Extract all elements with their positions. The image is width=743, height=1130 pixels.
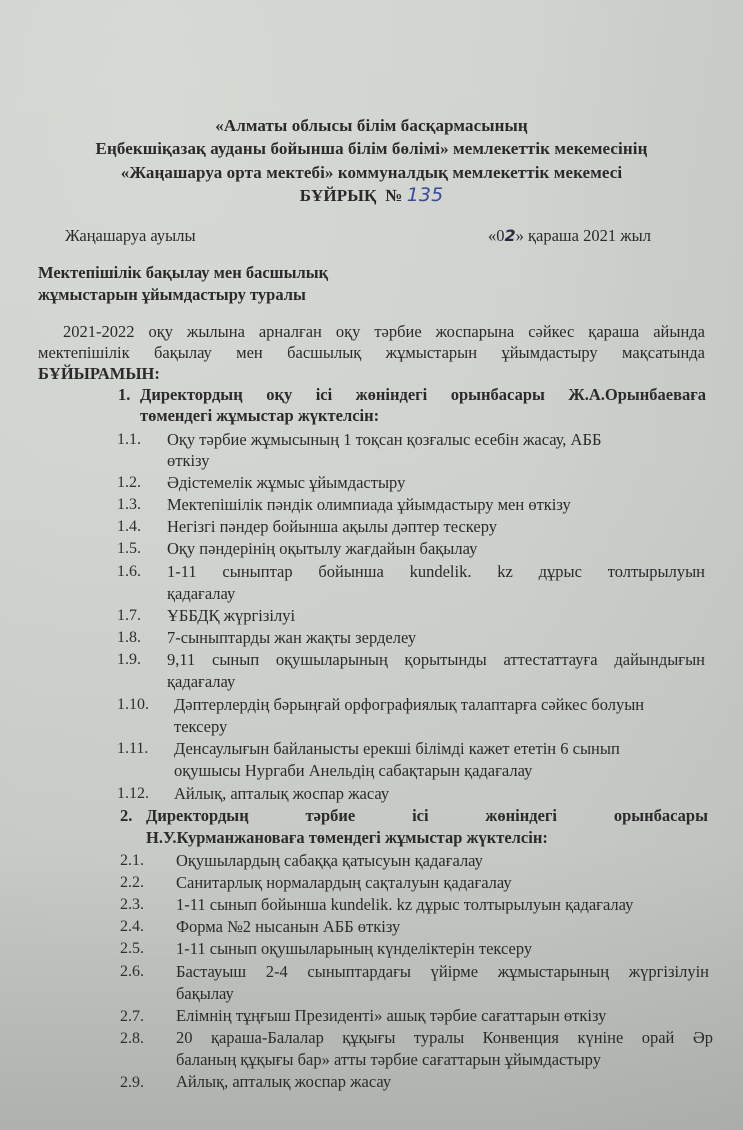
- item-1-4: Негізгі пәндер бойынша ақылы дәптер тескеру: [167, 517, 498, 536]
- item-1-12: Айлық, апталық жоспар жасау: [174, 784, 390, 803]
- item-2-4: Форма №2 нысанын АББ өткізу: [176, 917, 401, 936]
- item-1-9-line-1: 9,11 сынып оқушыларының қорытынды аттестаттауға дайындығын: [167, 650, 705, 669]
- item-1-3: Мектепішілік пәндік олимпиада ұйымдастыру мен өткізу: [167, 495, 571, 514]
- item-1-1-line-2: өткізу: [167, 451, 210, 470]
- place: Жаңашаруа ауылы: [65, 226, 196, 245]
- item-number: 1.3.: [117, 496, 141, 513]
- item-number: 1.6.: [117, 563, 141, 580]
- item-2-1: Оқушылардың сабаққа қатысуын қадағалау: [176, 851, 483, 870]
- item-number: 2.7.: [120, 1008, 144, 1025]
- item-number: 1.10.: [117, 696, 149, 713]
- item-2-8-line-1: 20 қараша-Балалар құқығы туралы Конвенция күніне орай Әр: [176, 1028, 713, 1047]
- item-1-6-line-2: қадағалау: [167, 584, 236, 603]
- item-number: 2.5.: [120, 940, 144, 957]
- section-2-title-line-2: Н.У.Курманжановаға төмендегі жұмыстар жүктелсін:: [146, 828, 548, 847]
- order-number-handwritten: 135: [406, 184, 444, 206]
- order-label: БҰЙРЫҚ №: [299, 186, 403, 205]
- item-number: 2.6.: [120, 963, 144, 980]
- order-word: БҰЙЫРАМЫН:: [38, 364, 160, 383]
- item-1-11-line-1: Денсаулығын байланысты ерекші білімді кажет ететін 6 сынып: [174, 739, 620, 758]
- item-number: 2.2.: [120, 874, 144, 891]
- item-1-1-line-1: Оқу тәрбие жұмысының 1 тоқсан қозғалыс есебін жасау, АББ: [167, 430, 602, 449]
- header-line-2: Еңбекшіқазақ ауданы бойынша білім бөлімі» мемлекеттік мекемесінің: [95, 139, 648, 158]
- preamble-line-1: 2021-2022 оқу жылына арналған оқу тәрбие жоспарына сәйкес қараша айында: [63, 322, 705, 341]
- section-1-title-line-2: төмендегі жұмыстар жүктелсін:: [140, 406, 380, 425]
- section-1-number: 1.: [118, 385, 131, 404]
- header-line-3: «Жаңашаруа орта мектебі» коммуналдық мемлекеттік мекемесі: [120, 163, 623, 182]
- section-2-title-line-1: Директордың тәрбие ісі жөніндегі орынбасары: [146, 806, 708, 825]
- item-2-7: Елімнің тұңғыш Президенті» ашық тәрбие сағаттарын өткізу: [176, 1006, 607, 1025]
- item-2-6-line-2: бақылау: [176, 984, 234, 1003]
- preamble-line-2: мектепішілік бақылау мен басшылық жұмыстарын ұйымдастыру мақсатында: [38, 343, 705, 362]
- item-1-7: ҰББДҚ жүргізілуі: [167, 606, 296, 625]
- date-open: «0: [488, 226, 505, 245]
- subject-line-1: Мектепішілік бақылау мен басшылық: [38, 263, 329, 282]
- item-2-3: 1-11 сынып бойынша kundelik. kz дұрыс толтырылуын қадағалау: [176, 895, 634, 914]
- item-number: 1.8.: [117, 629, 141, 646]
- item-number: 1.2.: [117, 474, 141, 491]
- item-number: 1.12.: [117, 785, 149, 802]
- item-number: 1.11.: [117, 740, 149, 757]
- item-1-2: Әдістемелік жұмыс ұйымдастыру: [167, 473, 406, 492]
- item-2-6-line-1: Бастауыш 2-4 сыныптардағы үйірме жұмыстарының жүргізілуін: [176, 962, 709, 981]
- item-1-5: Оқу пәндерінің оқытылу жағдайын бақылау: [167, 539, 478, 558]
- item-2-9: Айлық, апталық жоспар жасау: [176, 1072, 392, 1091]
- item-number: 2.3.: [120, 896, 144, 913]
- date-rest: » қараша 2021 жыл: [515, 226, 651, 245]
- item-1-9-line-2: қадағалау: [167, 672, 236, 691]
- item-number: 2.4.: [120, 918, 144, 935]
- item-2-8-line-2: баланың құқығы бар» атты тәрбие сағаттарын ұйымдастыру: [176, 1050, 601, 1069]
- item-2-2: Санитарлық нормалардың сақталуын қадағалау: [176, 873, 512, 892]
- section-1-title-line-1: Директордың оқу ісі жөніндегі орынбасары Ж.А.Орынбаеваға: [140, 385, 706, 404]
- item-number: 1.9.: [117, 651, 141, 668]
- subject-line-2: жұмыстарын ұйымдастыру туралы: [38, 285, 306, 304]
- date-day-handwritten: 2: [504, 226, 516, 245]
- item-1-6-line-1: 1-11 сыныптар бойынша kundelik. kz дұрыс толтырылуын: [167, 562, 705, 581]
- item-number: 2.8.: [120, 1030, 144, 1047]
- order-title: [0, 184, 743, 206]
- item-number: 1.7.: [117, 607, 141, 624]
- section-2-number: 2.: [120, 806, 133, 825]
- item-number: 1.4.: [117, 518, 141, 535]
- item-1-10-line-2: тексеру: [174, 717, 228, 736]
- item-number: 2.9.: [120, 1074, 144, 1091]
- item-1-11-line-2: оқушысы Нургаби Анельдің сабақтарын қадағалау: [174, 761, 533, 780]
- item-1-8: 7-сыныптарды жан жақты зерделеу: [167, 628, 417, 647]
- item-1-10-line-1: Дәптерлердің бәрыңғай орфографиялық талаптарға сәйкес болуын: [174, 695, 645, 714]
- date: [488, 226, 651, 246]
- header-line-1: «Алматы облысы білім басқармасының: [215, 116, 528, 135]
- item-2-5: 1-11 сынып оқушыларының күнделіктерін тексеру: [176, 939, 533, 958]
- item-number: 1.1.: [117, 431, 141, 448]
- item-number: 1.5.: [117, 540, 141, 557]
- item-number: 2.1.: [120, 852, 144, 869]
